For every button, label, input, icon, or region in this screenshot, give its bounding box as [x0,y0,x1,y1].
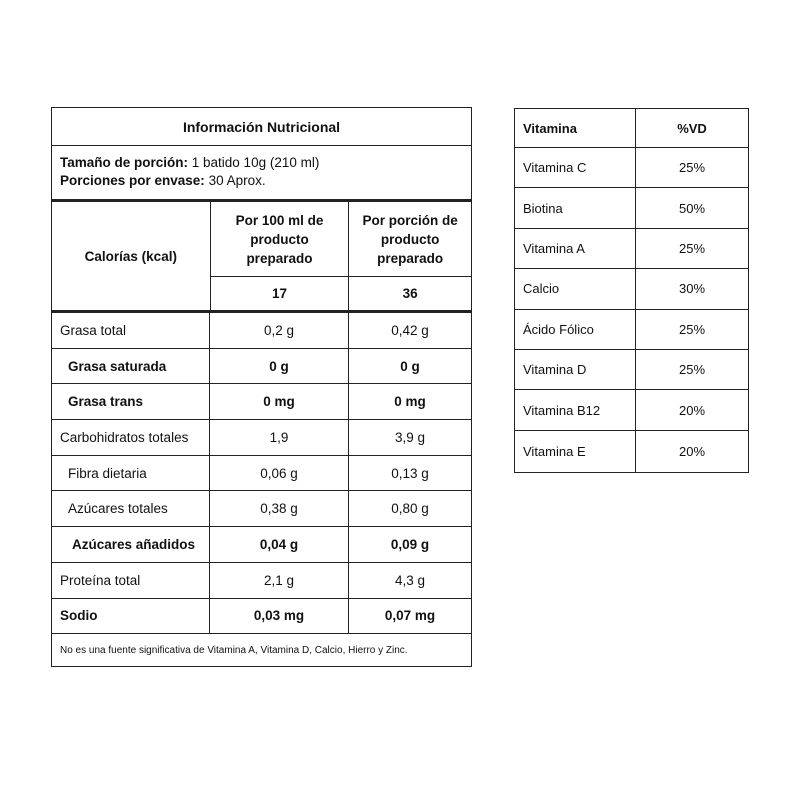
vitamin-row [515,229,748,269]
servings-label: Porciones por envase: [60,173,205,188]
per-portion-column [349,202,471,310]
nutrient-name: Azúcares totales [52,491,210,526]
vitamin-header: Vitamina [515,109,636,147]
per-100ml-header: Por 100 ml de producto preparado [211,202,349,277]
nutrient-portion: 0,09 g [390,536,430,552]
nutrient-portion: 0 g [400,358,420,374]
vitamins-header-row [515,109,748,148]
vitamin-row [515,350,748,390]
vitamin-name: Vitamina A [515,229,636,268]
nutrient-portion: 0,42 g [391,322,429,338]
nutrient-per100: 0 g [210,349,349,384]
per-100ml-column [211,202,350,310]
nutrient-name: Grasa total [52,313,210,348]
vitamin-dv: 25% [678,240,706,256]
dv-header: %VD [677,120,707,136]
nutrition-facts-table [51,107,472,667]
serving-size-value: 1 batido 10g (210 ml) [188,155,320,170]
servings-per-container [60,172,463,190]
vitamins-table [514,108,749,473]
nutrient-name: Carbohidratos totales [52,420,210,455]
nutrient-row [52,563,471,599]
nutrient-per100: 0 mg [210,384,349,419]
nutrient-portion: 4,3 g [394,572,426,588]
vitamin-row [515,188,748,228]
vitamin-dv: 25% [678,321,706,337]
nutrient-portion: 0,13 g [391,465,429,481]
nutrient-row [52,599,471,635]
nutrient-row [52,527,471,563]
vitamin-name: Calcio [515,269,636,308]
servings-value: 30 Aprox. [204,173,266,188]
nutrient-name: Proteína total [52,563,210,598]
nutrition-header [52,202,471,313]
vitamin-name: Vitamina D [515,350,636,389]
nutrient-per100: 1,9 [210,420,349,455]
serving-info [52,146,471,202]
nutrient-row [52,420,471,456]
nutrient-name: Fibra dietaria [52,456,210,491]
calories-label: Calorías (kcal) [52,202,211,310]
vitamin-dv: 25% [678,160,706,176]
nutrient-row [52,313,471,349]
nutrition-title: Información Nutricional [52,108,471,146]
vitamin-dv: 30% [678,281,706,297]
nutrient-row [52,349,471,385]
nutrient-row [52,491,471,527]
vitamin-name: Vitamina B12 [515,390,636,429]
per-portion-header: Por porción de producto preparado [349,202,471,277]
nutrient-row [52,384,471,420]
per-100ml-calories: 17 [271,286,287,301]
serving-size-label: Tamaño de porción: [60,155,189,170]
nutrient-portion: 0 mg [394,394,426,410]
footnote: No es una fuente significativa de Vitamina A, Vitamina D, Calcio, Hierro y Zinc. [60,644,408,656]
vitamin-dv: 20% [678,443,706,459]
nutrient-per100: 0,38 g [210,491,349,526]
vitamin-dv: 20% [678,402,706,418]
nutrient-per100: 0,04 g [210,527,349,562]
vitamin-row [515,310,748,350]
vitamin-row [515,390,748,430]
nutrient-name: Grasa saturada [52,349,210,384]
vitamin-row [515,148,748,188]
vitamin-name: Vitamina E [515,431,636,472]
vitamin-name: Ácido Fólico [515,310,636,349]
nutrient-per100: 0,03 mg [210,599,349,634]
vitamin-name: Biotina [515,188,636,227]
nutrient-name: Grasa trans [52,384,210,419]
nutrient-per100: 0,06 g [210,456,349,491]
nutrient-portion: 0,07 mg [384,608,436,624]
nutrient-per100: 2,1 g [210,563,349,598]
vitamin-dv: 25% [678,362,706,378]
vitamin-name: Vitamina C [515,148,636,187]
nutrient-name: Azúcares añadidos [52,527,210,562]
vitamin-row [515,431,748,472]
per-portion-calories: 36 [402,286,418,301]
vitamin-row [515,269,748,309]
nutrient-portion: 0,80 g [391,501,429,517]
serving-size [60,154,463,172]
nutrient-per100: 0,2 g [210,313,349,348]
nutrient-row [52,456,471,492]
vitamin-dv: 50% [678,200,706,216]
nutrient-portion: 3,9 g [394,429,426,445]
nutrient-name: Sodio [52,599,210,634]
